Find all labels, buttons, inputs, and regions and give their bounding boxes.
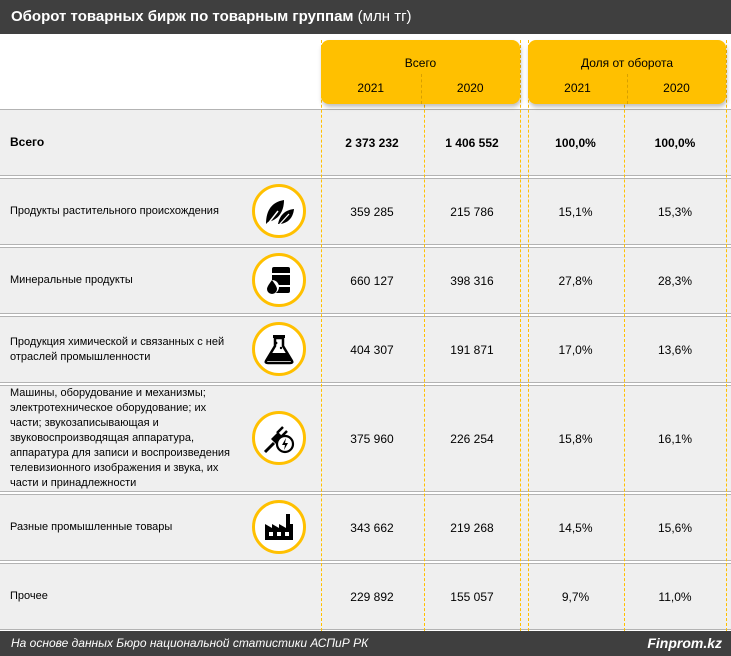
cell-value-2020: 191 871 xyxy=(450,342,494,357)
row-label: Прочее xyxy=(10,590,48,602)
column-guide xyxy=(726,40,727,631)
header-group-total xyxy=(321,40,520,104)
oil-barrel-icon xyxy=(252,253,306,307)
cell-share-2020: 15,3% xyxy=(657,204,693,219)
cell-value-2020: 226 254 xyxy=(450,431,494,446)
header-group-label: Всего xyxy=(404,56,437,70)
table-row xyxy=(0,385,731,492)
cell-share-2021: 27,8% xyxy=(558,273,593,288)
leaves-icon xyxy=(252,184,306,238)
chemistry-flask-icon xyxy=(252,322,306,376)
cell-value-2020: 215 786 xyxy=(450,204,494,219)
row-label: Всего xyxy=(10,135,45,149)
cell-share-2021: 15,8% xyxy=(558,431,593,446)
cell-value-2021: 404 307 xyxy=(350,342,394,357)
cell-value-2021: 375 960 xyxy=(350,431,394,446)
column-guide xyxy=(624,40,625,631)
cell-value-2021: 660 127 xyxy=(350,273,394,288)
title-main: Оборот товарных бирж по товарным группам xyxy=(11,8,354,25)
column-guide xyxy=(321,40,322,631)
column-guide xyxy=(424,40,425,631)
table-row xyxy=(0,563,731,630)
table-row xyxy=(0,178,731,245)
cell-share-2021: 100,0% xyxy=(555,135,596,150)
cell-value-2021: 359 285 xyxy=(350,204,394,219)
cell-value-2021: 229 892 xyxy=(350,589,394,604)
cell-value-2020: 398 316 xyxy=(450,273,494,288)
header-year-2021: 2021 xyxy=(564,81,591,95)
header-group-share xyxy=(528,40,726,104)
table-row xyxy=(0,494,731,561)
cell-share-2020: 11,0% xyxy=(658,589,692,604)
electric-plug-icon xyxy=(252,411,306,465)
row-label: Продукты растительного происхождения xyxy=(10,205,219,217)
table-row-total xyxy=(0,109,731,176)
header-year-2020: 2020 xyxy=(456,81,484,95)
row-label: Разные промышленные товары xyxy=(10,521,173,533)
cell-value-2021: 343 662 xyxy=(350,520,394,535)
cell-share-2020: 13,6% xyxy=(657,342,693,357)
cell-value-2020: 155 057 xyxy=(450,589,494,604)
cell-share-2021: 15,1% xyxy=(558,204,593,219)
table-row xyxy=(0,247,731,314)
cell-value-2020: 1 406 552 xyxy=(445,135,499,150)
cell-share-2020: 16,1% xyxy=(657,431,693,446)
cell-share-2020: 15,6% xyxy=(657,520,693,535)
cell-share-2021: 9,7% xyxy=(561,589,590,604)
cell-value-2021: 2 373 232 xyxy=(345,135,399,150)
cell-share-2021: 14,5% xyxy=(558,520,593,535)
row-label: Минеральные продукты xyxy=(10,274,133,286)
row-label: Машины, оборудование и механизмы; электротехническое оборудование; их части; звукозаписывающая и звуковоспроизводящая аппаратура, аппаратура для записи и воспроизведения телевизионного изображения и звука, их части и принадлежности xyxy=(10,387,231,489)
cell-share-2020: 28,3% xyxy=(657,273,693,288)
page-title xyxy=(0,0,731,34)
source-note: На основе данных Бюро национальной статистики АСПиР РК xyxy=(11,636,369,650)
row-label: Продукция химической и связанных с ней отраслей промышленности xyxy=(10,335,225,363)
table-row xyxy=(0,316,731,383)
brand-logo: Finprom.kz xyxy=(647,635,722,651)
column-guide xyxy=(528,40,529,631)
cell-value-2020: 219 268 xyxy=(450,520,494,535)
header-year-2020: 2020 xyxy=(663,81,690,95)
cell-share-2020: 100,0% xyxy=(654,135,696,150)
cell-share-2021: 17,0% xyxy=(558,342,593,357)
factory-icon xyxy=(252,500,306,554)
footer-bar xyxy=(0,631,731,656)
header-year-2021: 2021 xyxy=(357,81,385,95)
header-group-label: Доля от оборота xyxy=(580,56,674,70)
column-guide xyxy=(520,40,521,631)
title-unit: (млн тг) xyxy=(353,8,412,25)
